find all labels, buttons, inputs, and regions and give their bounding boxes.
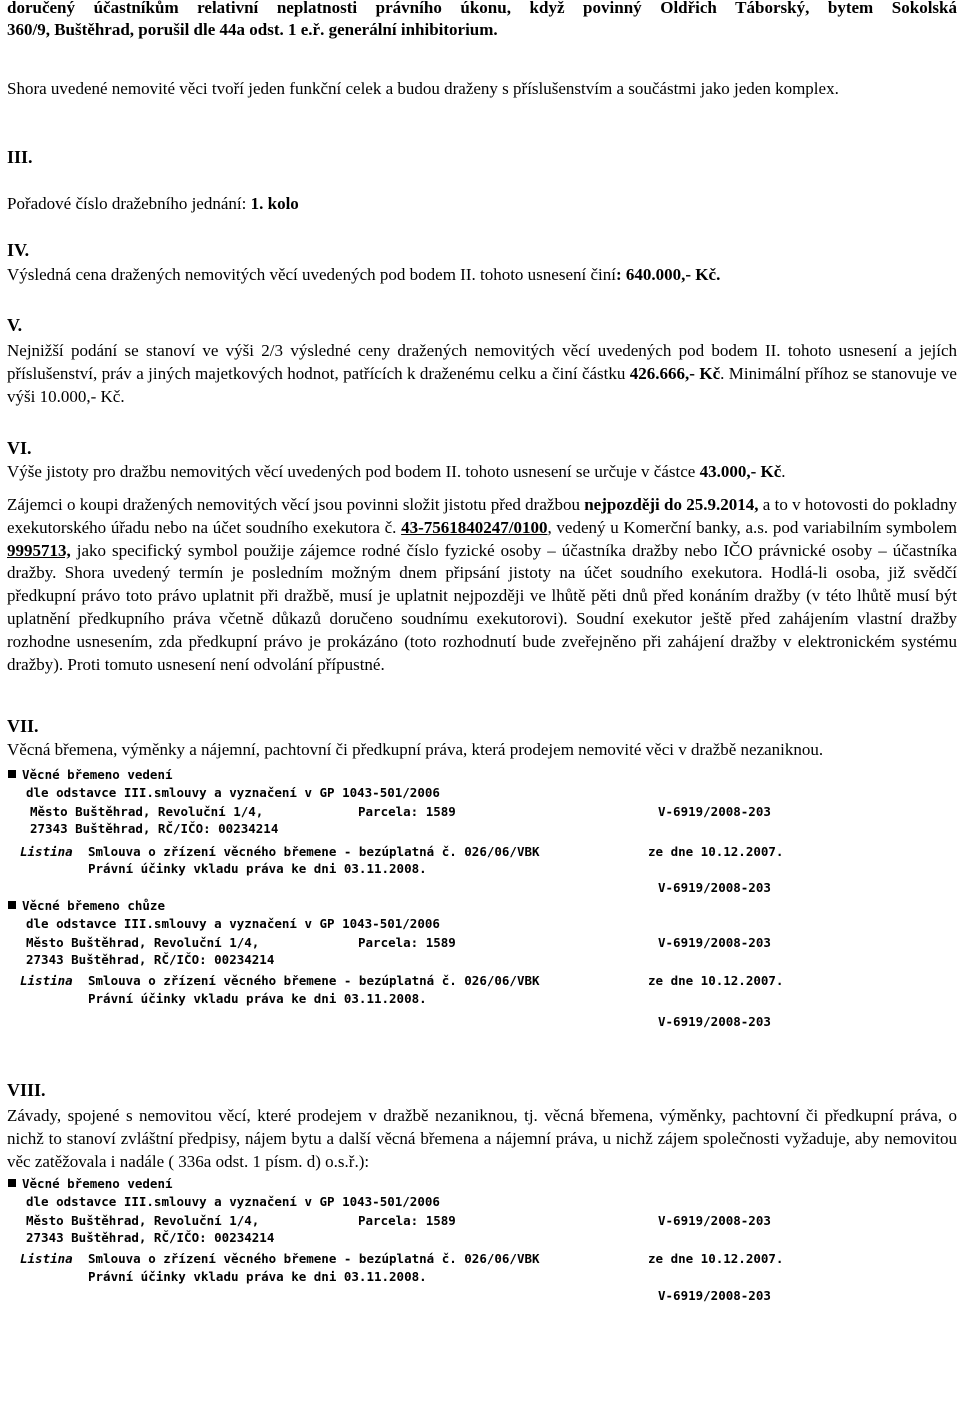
excerpt-owner-id: 27343 Buštěhrad, RČ/IČO: 00234214 [30,821,279,836]
bank-account-number: 43-7561840247/0100 [401,517,548,537]
deposit-amount: 43.000,- Kč [699,462,782,481]
excerpt-parcel: Parcela: 1589 [358,1213,456,1228]
excerpt-deed-label: Listina [20,973,73,988]
excerpt-reference: V-6919/2008-203 [658,935,771,950]
excerpt-parcel: Parcela: 1589 [358,935,456,950]
deposit-line [7,461,957,483]
land-registry-excerpt [8,766,948,895]
excerpt-owner-id: 27343 Buštěhrad, RČ/IČO: 00234214 [26,952,275,967]
defects-paragraph: Závady, spojené s nemovitou věcí, které prodejem v dražbě nezaniknou, tj. věcná břemena, výměnky, pachtovní či předkupní práva, o nichž to stanoví zvláštní předpisy, nájem bytu a další věcná břemena a nájemní práva, u nichž zájem společnosti vyžaduje, aby nemovitou věc zatěžovala i nadále ( 336a odst. 1 písm. d) o.s.ř.): [7,1106,957,1171]
excerpt-deed: Smlouva o zřízení věcného břemene - bezúplatná č. 026/06/VBK [88,973,540,988]
deposit-line-end: . [781,462,786,481]
excerpt-line: dle odstavce III.smlouvy a vyznačení v GP 1043-501/2006 [26,785,440,800]
excerpt-effect: Právní účinky vkladu práva ke dni 03.11.2008. [88,861,427,876]
excerpt-owner: Město Buštěhrad, Revoluční 1/4, [26,935,260,950]
excerpt-title: Věcné břemeno vedení [22,767,173,782]
bullet-icon [8,901,16,909]
resulting-price-value: : 640.000,- Kč. [615,265,721,284]
land-registry-excerpt [8,1175,948,1305]
auction-round-line [7,193,957,215]
excerpt-owner-id: 27343 Buštěhrad, RČ/IČO: 00234214 [26,1230,275,1245]
section-heading-iii: III. [7,147,33,167]
paragraph-complex: Shora uvedené nemovité věci tvoří jeden funkční celek a budou draženy s příslušenstvím a součástmi jako jeden komplex. [7,79,839,98]
minimum-bid-text-end: . Minimální příhoz se stanovuje ve výši 10.000,- Kč. [7,364,957,406]
excerpt-deed-date: ze dne 10.12.2007. [648,1251,784,1266]
excerpt-owner: Město Buštěhrad, Revoluční 1/4, [30,804,264,819]
variable-symbol: 9995713, [7,540,71,560]
resulting-price-text: Výsledná cena dražených nemovitých věcí uvedených pod bodem II. tohoto usnesení činí [7,265,616,284]
excerpt-effect: Právní účinky vkladu práva ke dni 03.11.2008. [88,1269,427,1284]
resulting-price-line [7,264,957,286]
excerpt-reference-2: V-6919/2008-203 [658,1288,771,1303]
minimum-bid-text: Nejnižší podání se stanoví ve výši 2/3 výsledné ceny dražených nemovitých věcí uvedených pod bodem II. tohoto usnesení a jejích příslušenství, práv a jiných majetkových hodnot, patřících k draženému celku a činí částku [7,341,957,383]
excerpt-deed-date: ze dne 10.12.2007. [648,844,784,859]
excerpt-deed: Smlouva o zřízení věcného břemene - bezúplatná č. 026/06/VBK [88,844,540,859]
excerpt-deed-label: Listina [20,1251,73,1266]
land-registry-excerpt [8,897,948,1037]
excerpt-line: dle odstavce III.smlouvy a vyznačení v GP 1043-501/2006 [26,916,440,931]
excerpt-title: Věcné břemeno vedení [22,1176,173,1191]
excerpt-reference: V-6919/2008-203 [658,804,771,819]
minimum-bid-amount: 426.666,- Kč [629,364,721,383]
minimum-bid-paragraph [7,339,957,408]
section-heading-iv: IV. [7,240,30,260]
deposit-paragraph-text-3: , vedený u Komerční banky, a.s. pod variabilním symbolem [547,517,957,537]
section-heading-v: V. [7,315,23,335]
excerpt-reference-2: V-6919/2008-203 [658,1014,771,1029]
excerpt-owner: Město Buštěhrad, Revoluční 1/4, [26,1213,260,1228]
intro-line-2: 360/9, Buštěhrad, porušil dle 44a odst. 1 e.ř. generální inhibitorium. [7,20,498,39]
deposit-deadline: nejpozději do 25.9.2014, [584,495,759,514]
excerpt-reference: V-6919/2008-203 [658,1213,771,1228]
excerpt-deed-date: ze dne 10.12.2007. [648,973,784,988]
bullet-icon [8,1179,16,1187]
deposit-paragraph [7,494,957,676]
excerpt-deed-label: Listina [20,844,73,859]
section-heading-vi: VI. [7,438,32,458]
excerpt-parcel: Parcela: 1589 [358,804,456,819]
section-heading-vii: VII. [7,716,39,736]
excerpt-deed: Smlouva o zřízení věcného břemene - bezúplatná č. 026/06/VBK [88,1251,540,1266]
deposit-paragraph-text-2: a to v hotovosti do pokladny exekutorského úřadu nebo na účet soudního exekutora č. [7,495,958,537]
encumbrances-line: Věcná břemena, výměnky a nájemní, pachtovní či předkupní práva, která prodejem nemovité věci v dražbě nezaniknou. [7,740,824,759]
bullet-icon [8,770,16,778]
excerpt-line: dle odstavce III.smlouvy a vyznačení v GP 1043-501/2006 [26,1194,440,1209]
deposit-paragraph-text: Zájemci o koupi dražených nemovitých věcí jsou povinni složit jistotu před dražbou [7,495,585,514]
section-heading-viii: VIII. [7,1080,46,1100]
auction-round-label: Pořadové číslo dražebního jednání: [7,194,251,213]
auction-round-value: 1. kolo [250,194,299,213]
excerpt-title: Věcné břemeno chůze [22,898,165,913]
excerpt-effect: Právní účinky vkladu práva ke dni 03.11.2008. [88,991,427,1006]
intro-line-1: doručený účastníkům relativní neplatnosti právního úkonu, když povinný Oldřich Táborský, bytem Sokolská [7,0,957,17]
deposit-paragraph-text-4: jako specifický symbol použije zájemce rodné číslo fyzické osoby – účastníka dražby nebo IČO právnické osoby – účastníka dražby. Shora uvedený termín je posledním možným dnem připsání jistoty na účet soudního exekutora. Hodlá-li osoba, již svědčí předkupní právo toto právo uplatnit při dražbě, musí je uplatnit nejpozději ve lhůtě pěti dnů před konáním dražby (v této lhůtě musí být uplatnění předkupního práva včetně důkazů doručeno soudnímu exekutorovi). Soudní exekutor ještě před zahájením vlastní dražby rozhodne usnesením, zda předkupní právo je prokázáno (toto rozhodnutí bude zveřejněno při zahájení dražby v elektronickém systému dražby). Proti tomuto usnesení není odvolání přípustné. [7,540,957,674]
deposit-line-text: Výše jistoty pro dražbu nemovitých věcí uvedených pod bodem II. tohoto usnesení se určuje v částce [7,462,700,481]
excerpt-reference-2: V-6919/2008-203 [658,880,771,895]
